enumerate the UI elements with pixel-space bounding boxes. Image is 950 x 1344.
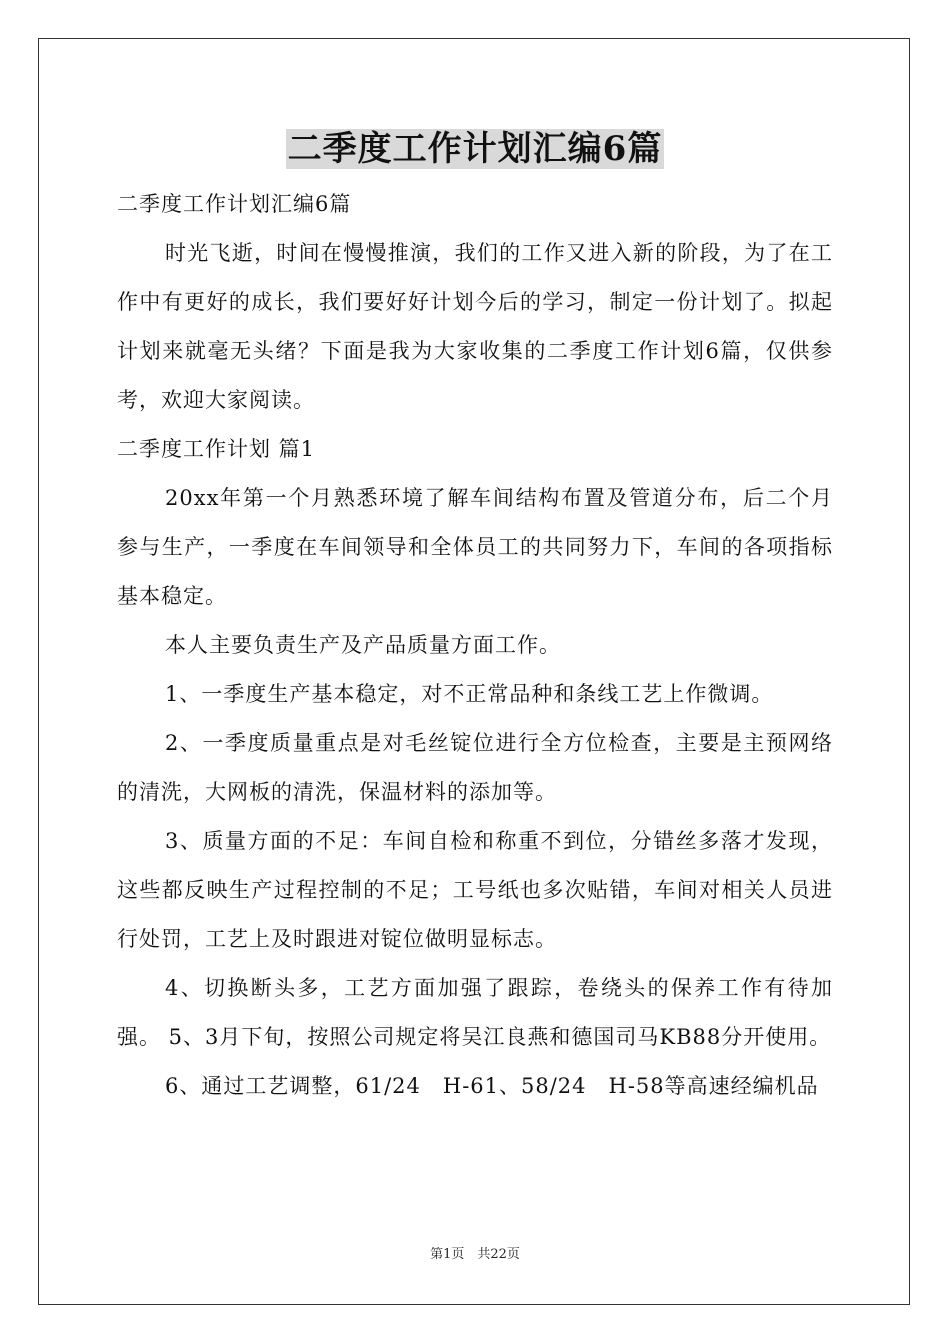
body-paragraph: 6、通过工艺调整，61/24 H-61、58/24 H-58等高速经编机品 <box>165 1074 819 1098</box>
document-title-text: 二季度工作计划汇编6篇 <box>287 129 663 169</box>
document-body <box>117 180 833 1111</box>
document-title <box>0 125 950 173</box>
section-heading: 二季度工作计划 篇1 <box>117 437 316 461</box>
page-number-footer: 第1页 共22页 <box>430 1247 520 1262</box>
document-subtitle: 二季度工作计划汇编6篇 <box>117 192 352 216</box>
body-paragraph: 3、质量方面的不足：车间自检和称重不到位，分错丝多落才发现，这些都反映生产过程控制的不足；工号纸也多次贴错，车间对相关人员进行处罚，工艺上及时跟进对锭位做明显标志。 <box>117 829 833 951</box>
body-paragraph: 1、一季度生产基本稳定，对不正常品种和条线工艺上作微调。 <box>165 682 774 706</box>
body-paragraph: 本人主要负责生产及产品质量方面工作。 <box>165 633 561 657</box>
body-paragraph: 20xx年第一个月熟悉环境了解车间结构布置及管道分布，后二个月参与生产，一季度在车间领导和全体员工的共同努力下，车间的各项指标基本稳定。 <box>117 486 833 608</box>
body-paragraph: 2、一季度质量重点是对毛丝锭位进行全方位检查，主要是主预网络的清洗，大网板的清洗，保温材料的添加等。 <box>117 731 833 804</box>
body-paragraph: 4、切换断头多，工艺方面加强了跟踪，卷绕头的保养工作有待加强。 5、3月下旬，按照公司规定将吴江良燕和德国司马KB88分开使用。 <box>117 976 833 1049</box>
intro-paragraph: 时光飞逝，时间在慢慢推演，我们的工作又进入新的阶段，为了在工作中有更好的成长，我们要好好计划今后的学习，制定一份计划了。拟起计划来就毫无头绪？下面是我为大家收集的二季度工作计划6篇，仅供参考，欢迎大家阅读。 <box>117 241 833 412</box>
